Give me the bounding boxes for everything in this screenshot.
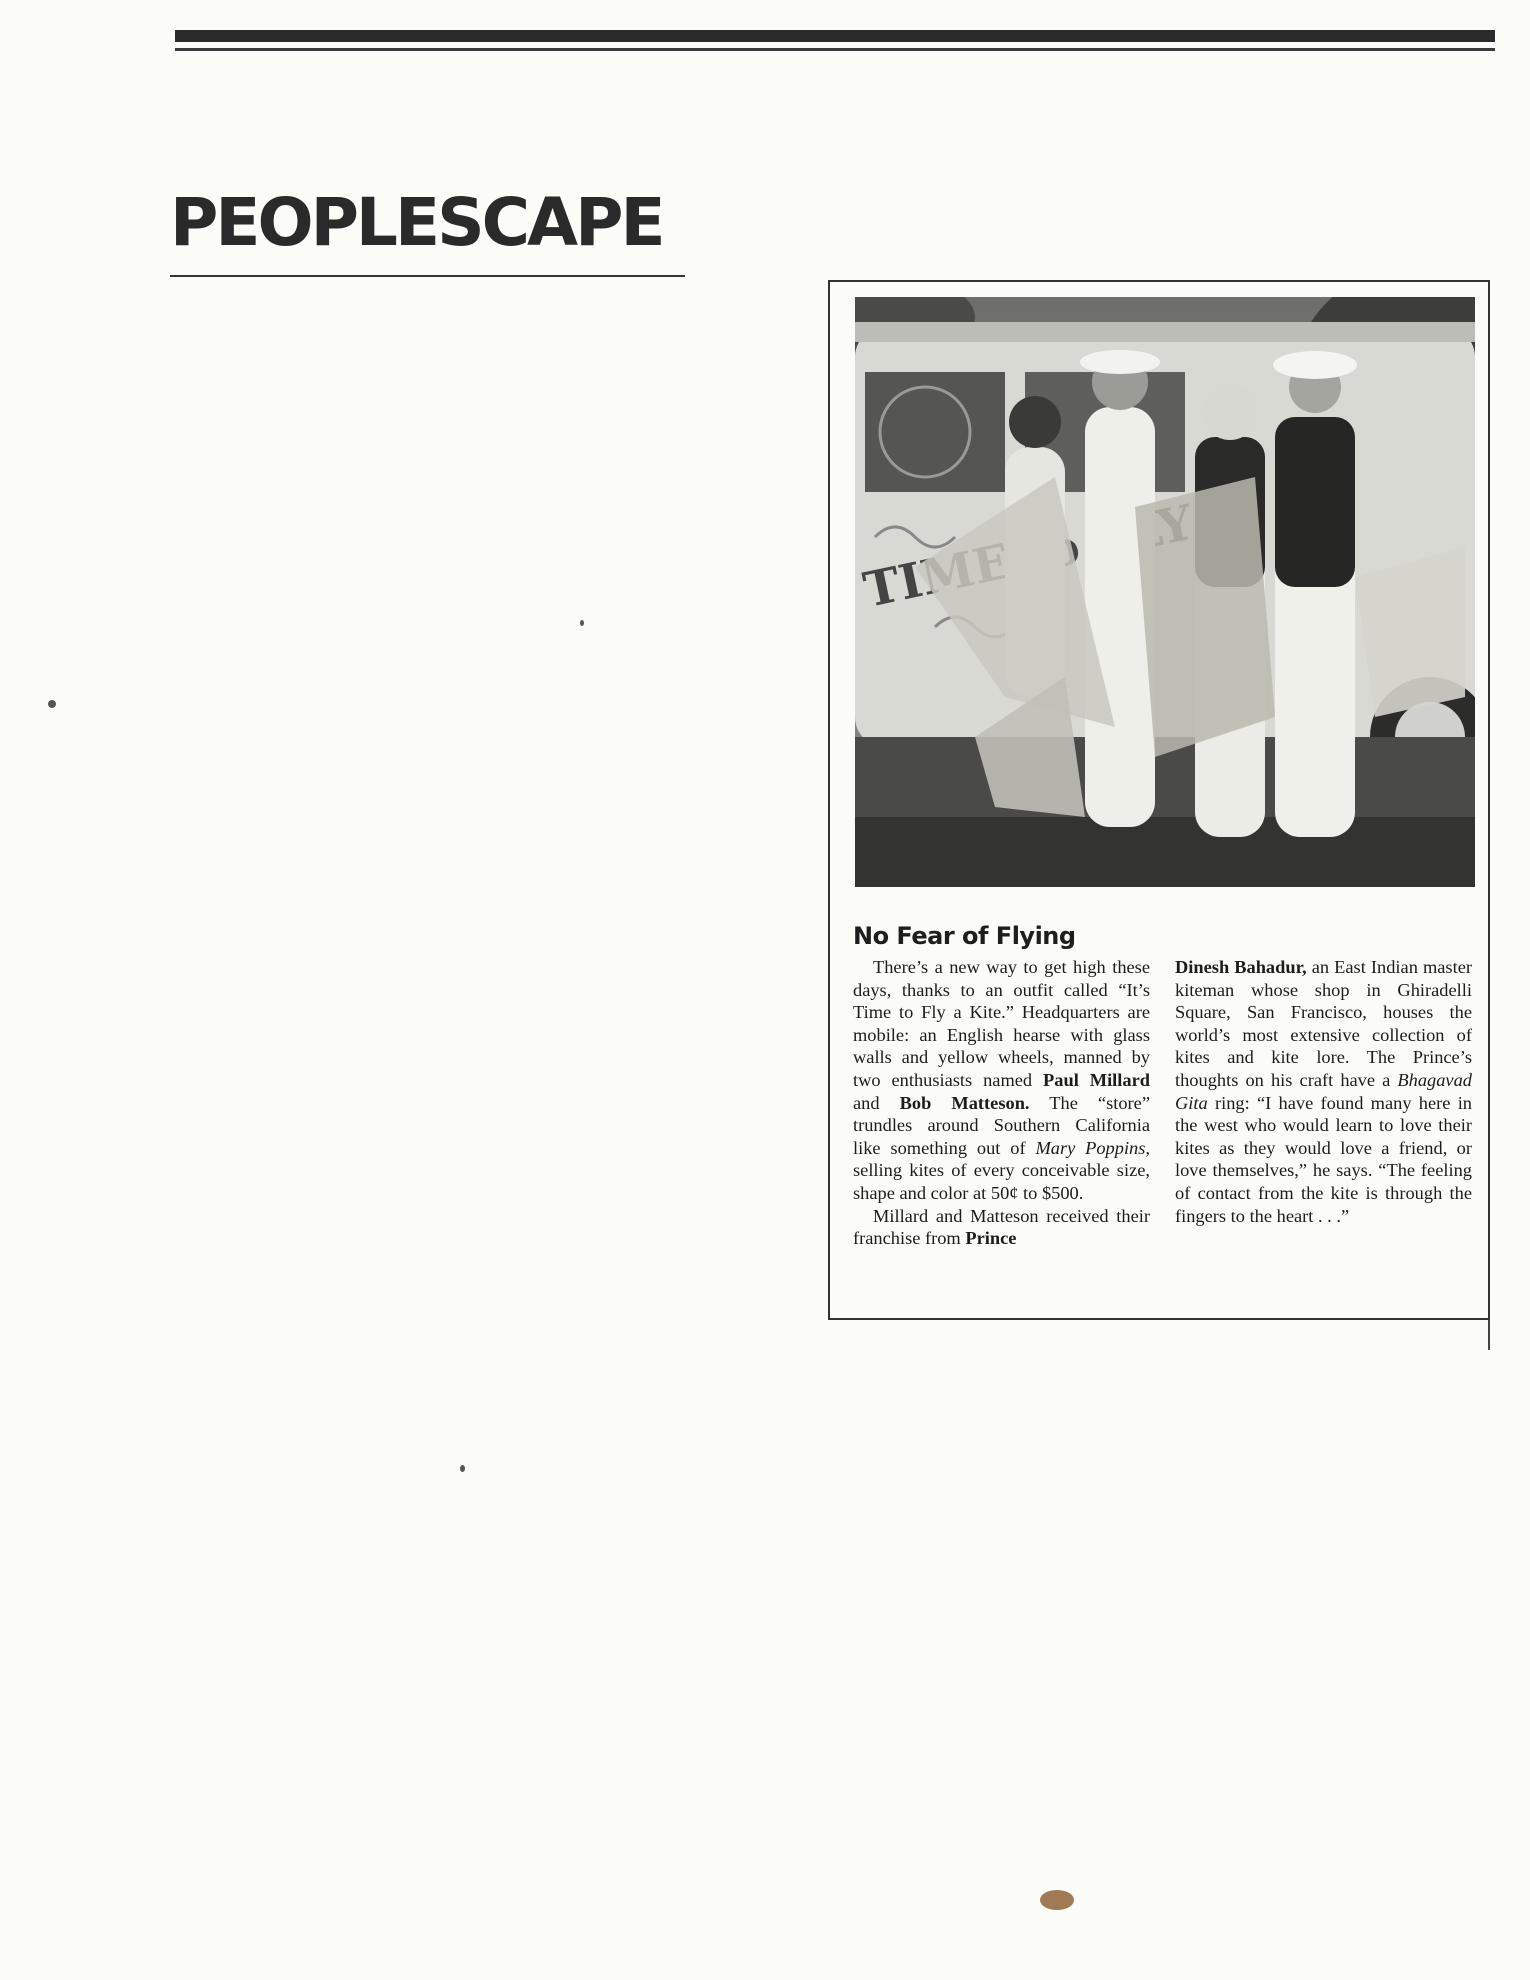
- section-title: PEOPLESCAPE: [170, 184, 663, 261]
- section-title-rule: [170, 275, 685, 277]
- text-run: an East Indian master kiteman whose shop in Ghiradelli Square, San Francisco, houses the world’s most extensive collection of kites and kite lore. The Prince’s thoughts on his craft have a: [1175, 957, 1472, 1090]
- text-run: Millard and Matteson received their franchise from: [853, 1205, 1150, 1249]
- scan-speck: [580, 620, 584, 626]
- article-column-2: [1175, 956, 1472, 1227]
- article-column-1: [853, 956, 1150, 1250]
- article-paragraph-1: [853, 956, 1150, 1205]
- text-run: and: [853, 1092, 900, 1113]
- person-name: Bob Matteson.: [899, 1092, 1030, 1113]
- top-rule-thick: [175, 30, 1495, 42]
- article-box: [828, 280, 1490, 1320]
- scan-stain: [1040, 1890, 1074, 1910]
- top-rule-thin: [175, 48, 1495, 51]
- title-reference: Mary Poppins,: [1035, 1137, 1151, 1158]
- article-paragraph-2: [853, 1205, 1150, 1250]
- person-name: Prince: [965, 1228, 1017, 1249]
- article-paragraph-3: [1175, 956, 1472, 1227]
- article-headline: No Fear of Flying: [853, 922, 1076, 950]
- text-run: The “store” trundles around Southern California like something out of: [853, 1092, 1150, 1158]
- article-photo: [855, 297, 1475, 887]
- photo-illustration: [855, 297, 1475, 887]
- person-name: Paul Millard: [1043, 1069, 1150, 1090]
- text-run: selling kites of every conceivable size, shape and color at 50¢ to $500.: [853, 1160, 1150, 1203]
- text-run: There’s a new way to get high these days, thanks to an outfit called “It’s Time to Fly a Kite.” Headquarters are mobile: an English hearse with glass walls and yellow wheels, manned by two enthusiasts named: [853, 957, 1150, 1090]
- scan-speck: [460, 1465, 465, 1472]
- scan-speck: [48, 700, 56, 708]
- title-reference: Bhagavad Gita: [1175, 1069, 1472, 1113]
- text-run: ring: “I have found many here in the west who would learn to love their kites as they would love a friend, or love themselves,” he says. “The feeling of contact from the kite is through the fingers to the heart . . .”: [1175, 1092, 1472, 1226]
- person-name: Dinesh Bahadur,: [1175, 957, 1307, 977]
- edge-rule: [1488, 1320, 1490, 1350]
